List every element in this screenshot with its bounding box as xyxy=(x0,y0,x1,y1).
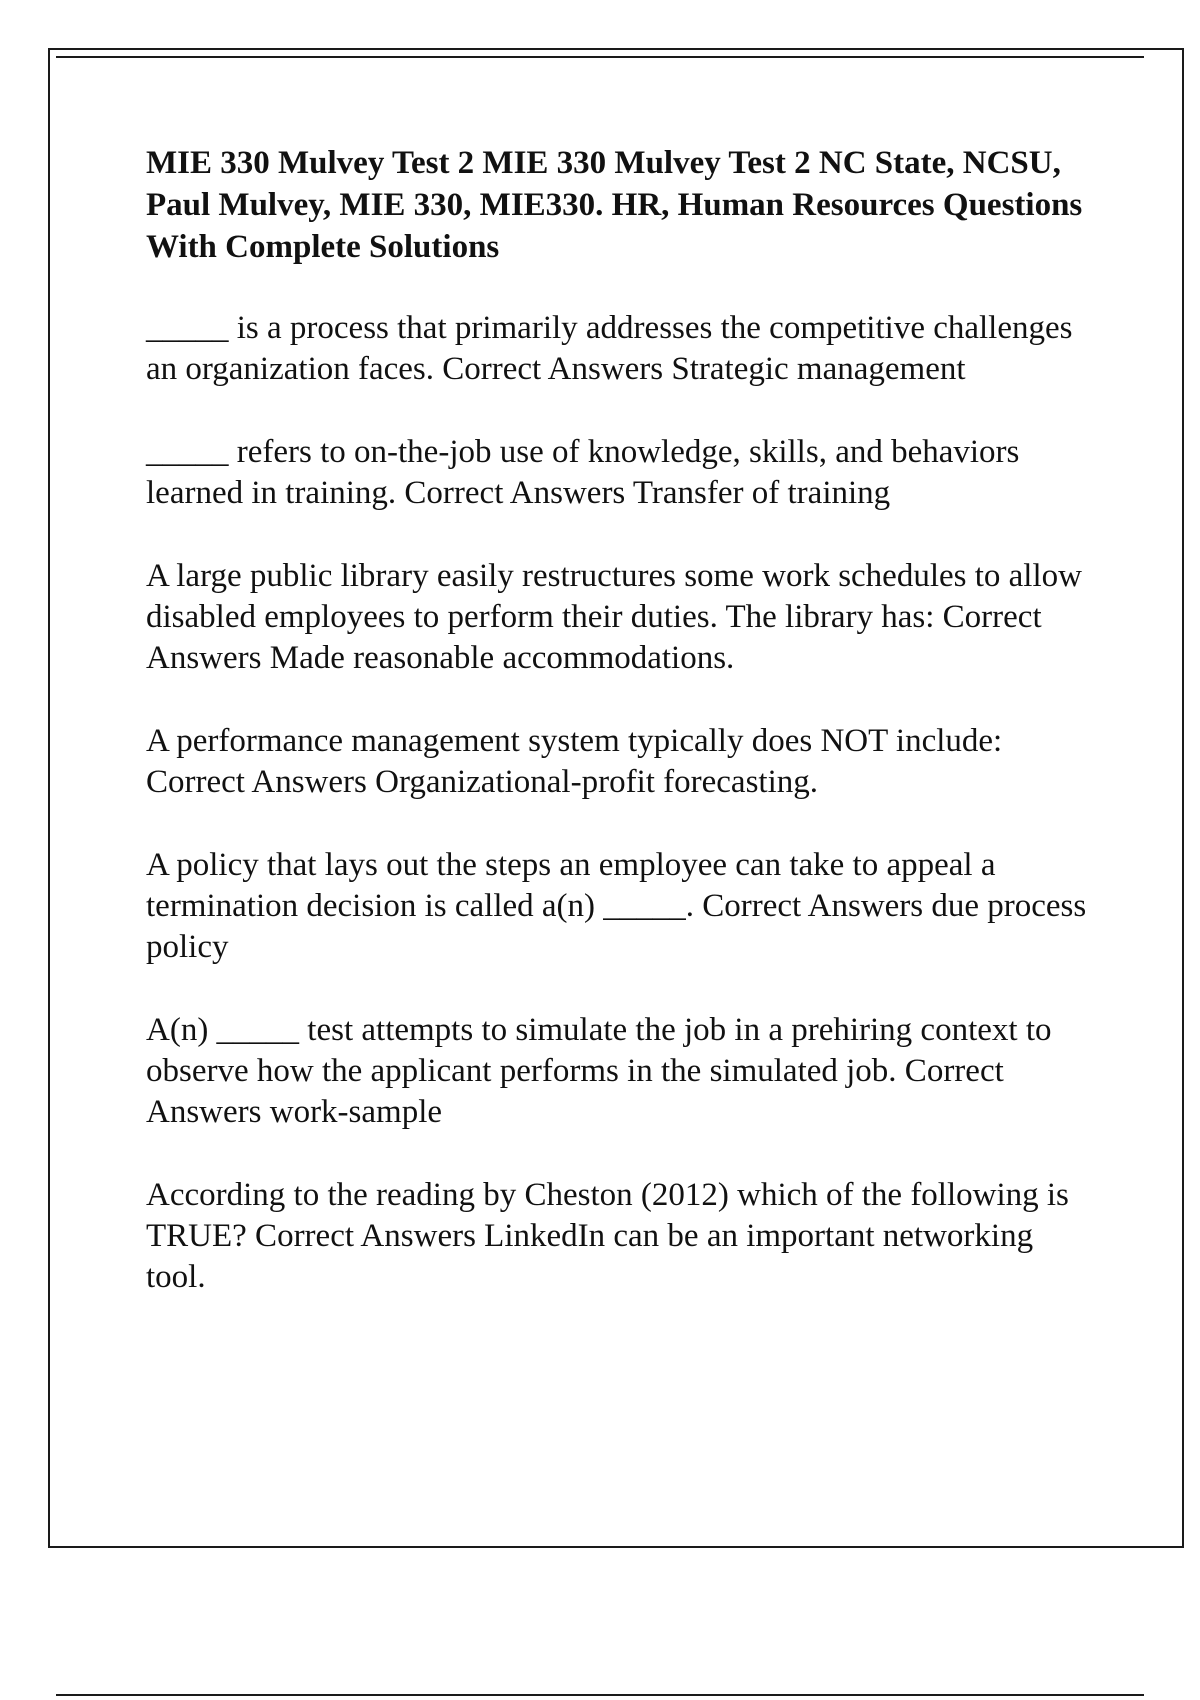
document-title: MIE 330 Mulvey Test 2 MIE 330 Mulvey Test 2 NC State, NCSU, Paul Mulvey, MIE 330, MIE330. HR, Human Resources Questions With Complete Solutions xyxy=(146,145,1083,265)
qa-item-7: According to the reading by Cheston (2012) which of the following is TRUE? Correct Answers LinkedIn can be an important networking tool. xyxy=(146,1177,1069,1295)
qa-item-5: A policy that lays out the steps an employee can take to appeal a termination decision is called a(n) _____. Correct Answers due process policy xyxy=(146,847,1087,965)
document-body xyxy=(146,142,1096,1340)
bottom-rule xyxy=(56,1694,1144,1696)
qa-item-6: A(n) _____ test attempts to simulate the job in a prehiring context to observe how the applicant performs in the simulated job. Correct Answers work-sample xyxy=(146,1012,1052,1130)
qa-item-2: _____ refers to on-the-job use of knowledge, skills, and behaviors learned in training. Correct Answers Transfer of training xyxy=(146,434,1020,511)
qa-item-3: A large public library easily restructures some work schedules to allow disabled employees to perform their duties. The library has: Correct Answers Made reasonable accommodations. xyxy=(146,558,1082,676)
top-rule xyxy=(56,56,1144,58)
qa-item-4: A performance management system typically does NOT include: Correct Answers Organizational-profit forecasting. xyxy=(146,723,1003,800)
qa-item-1: _____ is a process that primarily addresses the competitive challenges an organization faces. Correct Answers Strategic management xyxy=(146,310,1073,387)
